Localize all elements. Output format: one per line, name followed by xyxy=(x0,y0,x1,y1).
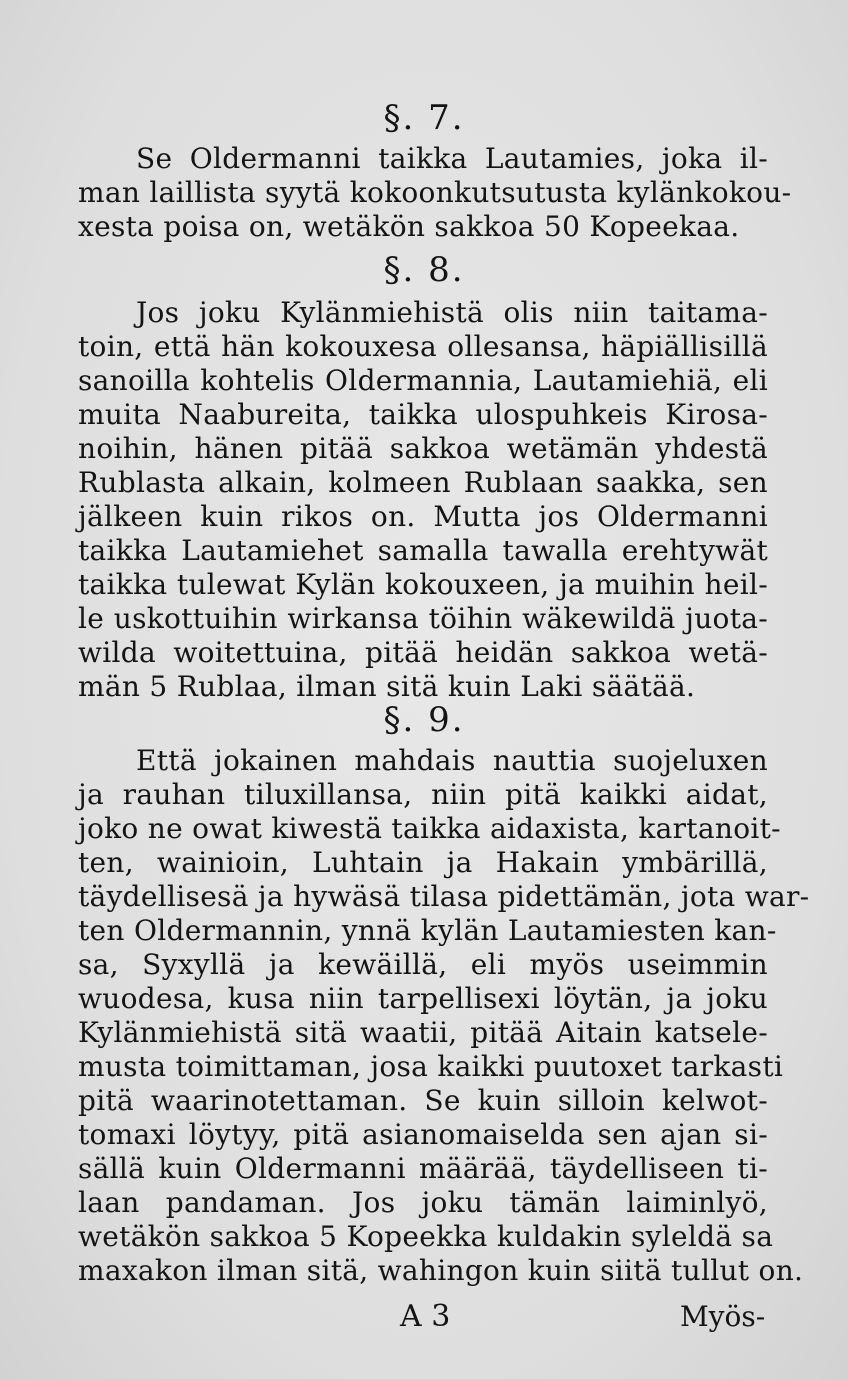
section-7-line-2: man laillista syytä kokoonkutsutusta kylänkokou- xyxy=(78,176,792,209)
section-9-line-2: ja rauhan tiluxillansa, niin pitä kaikki aidat, xyxy=(78,778,768,811)
section-9-line-9: Kylänmiehistä sitä waatii, pitää Aitain katsele- xyxy=(78,1016,768,1049)
section-9-line-13: sällä kuin Oldermanni määrää, täydelliseen ti- xyxy=(78,1152,768,1185)
section-9-line-3: joko ne owat kiwestä taikka aidaxista, kartanoit- xyxy=(78,812,781,845)
section-9-line-14: laan pandaman. Jos joku tämän laiminlyö, xyxy=(78,1186,768,1219)
section-8-line-3: sanoilla kohtelis Oldermannia, Lautamiehiä, eli xyxy=(78,364,768,397)
section-8-line-5: noihin, hänen pitää sakkoa wetämän yhdestä xyxy=(78,432,768,465)
section-9-line-7: sa, Syxyllä ja kewäillä, eli myös useimmin xyxy=(78,948,768,981)
section-7-line-3: xesta poisa on, wetäkön sakkoa 50 Kopeekaa. xyxy=(78,210,740,243)
section-8-line-7: jälkeen kuin rikos on. Mutta jos Oldermanni xyxy=(78,500,768,533)
section-8-line-10: le uskottuihin wirkansa töihin wäkewildä juota- xyxy=(78,602,768,635)
section-8-heading: §. 8. xyxy=(383,250,465,290)
section-8-line-12: män 5 Rublaa, ilman sitä kuin Laki säätää. xyxy=(78,670,696,703)
section-9-line-6: ten Oldermannin, ynnä kylän Lautamiesten kan- xyxy=(78,914,777,947)
catchword: Myös- xyxy=(680,1300,766,1333)
section-9-line-12: tomaxi löytyy, pitä asianomaiselda sen ajan si- xyxy=(78,1118,768,1151)
section-8-line-1: Jos joku Kylänmiehistä olis niin taitama- xyxy=(136,296,768,329)
section-9-heading: §. 9. xyxy=(383,700,465,740)
section-9-line-11: pitä waarinotettaman. Se kuin silloin kelwot- xyxy=(78,1084,768,1117)
section-8-line-8: taikka Lautamiehet samalla tawalla erehtywät xyxy=(78,534,768,567)
section-9-line-1: Että jokainen mahdais nauttia suojeluxen xyxy=(136,744,768,777)
section-9-line-16: maxakon ilman sitä, wahingon kuin siitä tullut on. xyxy=(78,1254,804,1287)
section-8-line-9: taikka tulewat Kylän kokouxeen, ja muihin heil- xyxy=(78,568,768,601)
section-9-line-15: wetäkön sakkoa 5 Kopeekka kuldakin syleldä sa xyxy=(78,1220,774,1253)
section-7-line-1: Se Oldermanni taikka Lautamies, joka il- xyxy=(136,142,768,175)
section-8-line-4: muita Naabureita, taikka ulospuhkeis Kirosa- xyxy=(78,398,768,431)
signature-mark: A 3 xyxy=(400,1299,451,1334)
section-9-line-10: musta toimittaman, josa kaikki puutoxet tarkasti xyxy=(78,1050,784,1083)
section-9-line-5: täydellisesä ja hywäsä tilasa pidettämän, jota war- xyxy=(78,880,810,913)
section-8-line-6: Rublasta alkain, kolmeen Rublaan saakka, sen xyxy=(78,466,768,499)
section-9-line-4: ten, wainioin, Luhtain ja Hakain ymbärillä, xyxy=(78,846,768,879)
section-8-line-2: toin, että hän kokouxesa ollesansa, häpiällisillä xyxy=(78,330,768,363)
section-8-line-11: wilda woitettuina, pitää heidän sakkoa wetä- xyxy=(78,636,768,669)
section-7-heading: §. 7. xyxy=(383,98,465,138)
section-9-line-8: wuodesa, kusa niin tarpellisexi löytän, ja joku xyxy=(78,982,768,1015)
